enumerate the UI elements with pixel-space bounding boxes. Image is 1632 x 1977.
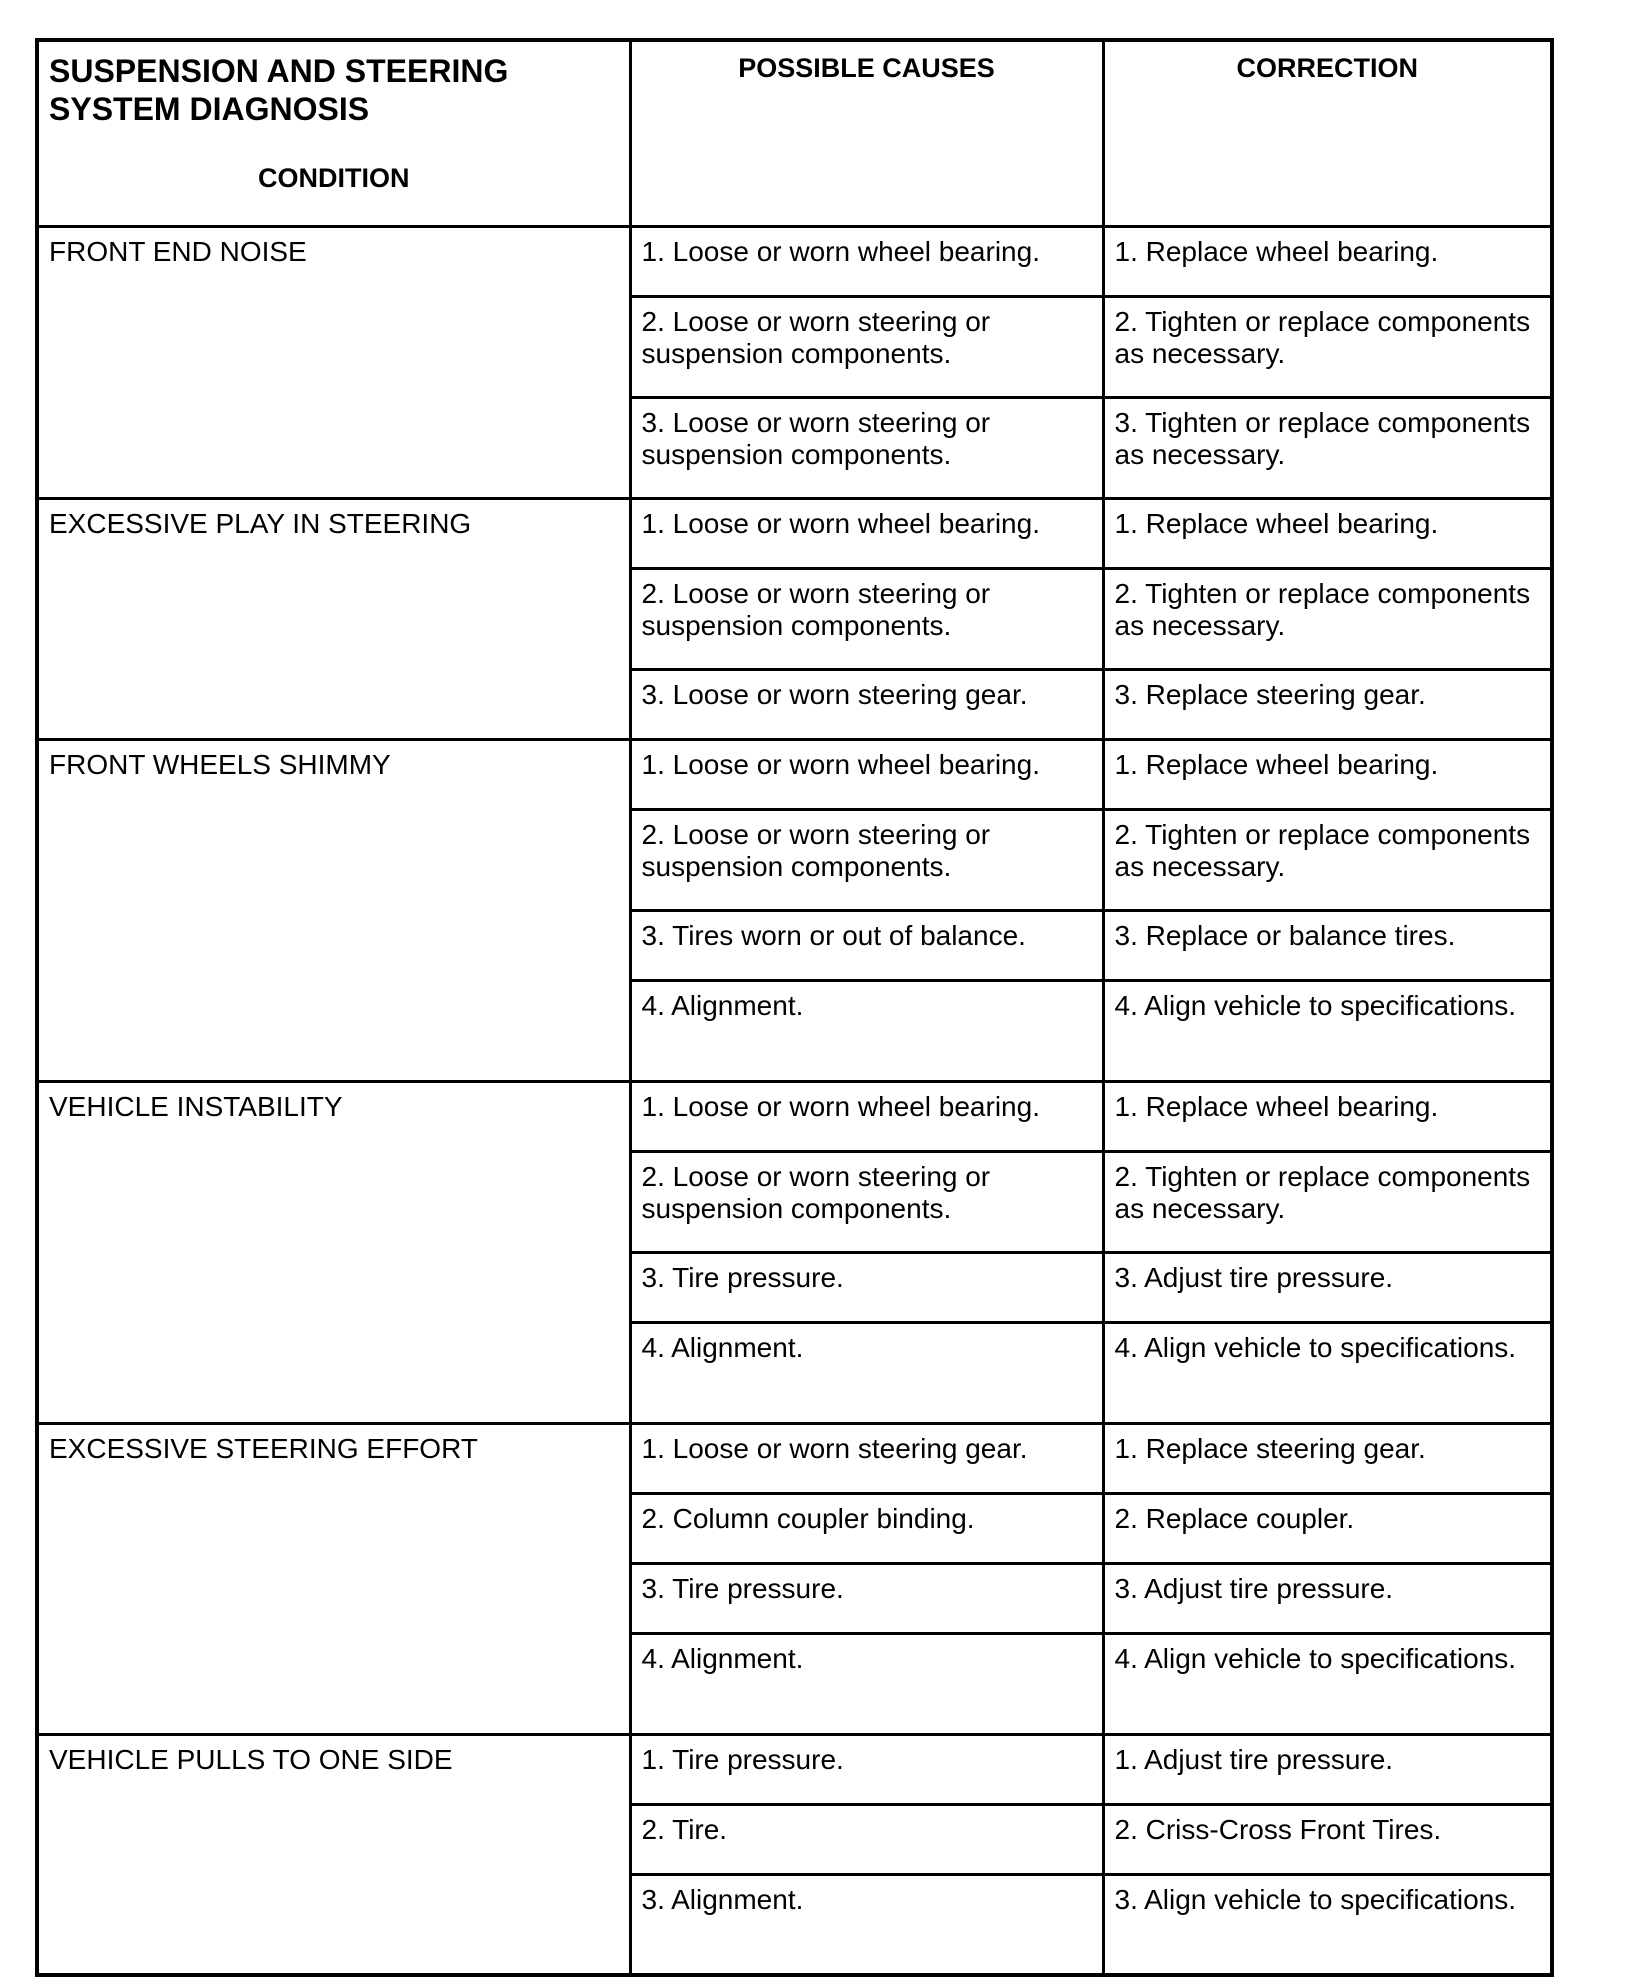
possible-cause-cell xyxy=(630,1563,1103,1633)
correction-cell xyxy=(1103,1804,1552,1874)
correction-cell xyxy=(1103,809,1552,910)
table-row xyxy=(37,739,1552,809)
correction-cell xyxy=(1103,498,1552,568)
possible-cause-cell xyxy=(630,739,1103,809)
diagnosis-table-body xyxy=(37,40,1552,1975)
possible-cause-cell xyxy=(630,1151,1103,1252)
correction-text: 3. Replace or balance tires. xyxy=(1114,919,1456,951)
possible-causes-column-header: POSSIBLE CAUSES xyxy=(738,53,995,83)
table-row xyxy=(37,1423,1552,1493)
correction-text: 4. Align vehicle to specifications. xyxy=(1114,989,1517,1021)
possible-cause-cell xyxy=(630,226,1103,296)
correction-cell xyxy=(1103,739,1552,809)
correction-text: 3. Tighten or replace components as necessary. xyxy=(1114,406,1531,470)
possible-cause-text: 1. Loose or worn wheel bearing. xyxy=(641,235,1040,267)
condition-cell xyxy=(37,1423,630,1734)
table-title: SUSPENSION AND STEERING SYSTEM DIAGNOSIS xyxy=(49,53,509,127)
correction-cell xyxy=(1103,1423,1552,1493)
possible-cause-text: 2. Tire. xyxy=(641,1813,728,1845)
header-causes-cell xyxy=(630,40,1103,226)
correction-cell xyxy=(1103,910,1552,980)
correction-text: 3. Adjust tire pressure. xyxy=(1114,1261,1394,1293)
correction-cell xyxy=(1103,669,1552,739)
possible-cause-cell xyxy=(630,397,1103,498)
possible-cause-cell xyxy=(630,1081,1103,1151)
correction-text: 2. Criss-Cross Front Tires. xyxy=(1114,1813,1442,1845)
condition-cell xyxy=(37,1734,630,1975)
table-row xyxy=(37,226,1552,296)
possible-cause-cell xyxy=(630,1252,1103,1322)
condition-column-header: CONDITION xyxy=(258,163,410,193)
possible-cause-text: 3. Alignment. xyxy=(641,1883,804,1915)
correction-cell xyxy=(1103,1563,1552,1633)
possible-cause-text: 4. Alignment. xyxy=(641,989,804,1021)
possible-cause-text: 1. Tire pressure. xyxy=(641,1743,844,1775)
condition-label: VEHICLE INSTABILITY xyxy=(49,1090,343,1122)
condition-label: FRONT WHEELS SHIMMY xyxy=(49,748,391,780)
correction-cell xyxy=(1103,1734,1552,1804)
correction-text: 4. Align vehicle to specifications. xyxy=(1114,1331,1517,1363)
correction-cell xyxy=(1103,1633,1552,1734)
possible-cause-text: 3. Tire pressure. xyxy=(641,1261,844,1293)
correction-text: 2. Tighten or replace components as necessary. xyxy=(1114,577,1531,641)
possible-cause-cell xyxy=(630,1322,1103,1423)
possible-cause-cell xyxy=(630,1804,1103,1874)
correction-text: 4. Align vehicle to specifications. xyxy=(1114,1642,1517,1674)
possible-cause-cell xyxy=(630,980,1103,1081)
possible-cause-text: 1. Loose or worn wheel bearing. xyxy=(641,507,1040,539)
possible-cause-text: 4. Alignment. xyxy=(641,1331,804,1363)
possible-cause-cell xyxy=(630,1423,1103,1493)
possible-cause-cell xyxy=(630,1633,1103,1734)
header-row xyxy=(37,40,1552,226)
table-row xyxy=(37,1734,1552,1804)
correction-text: 3. Align vehicle to specifications. xyxy=(1114,1883,1517,1915)
possible-cause-text: 2. Loose or worn steering or suspension components. xyxy=(641,577,991,641)
possible-cause-text: 2. Loose or worn steering or suspension components. xyxy=(641,1160,991,1224)
correction-cell xyxy=(1103,1322,1552,1423)
condition-cell xyxy=(37,498,630,739)
possible-cause-cell xyxy=(630,498,1103,568)
table-row xyxy=(37,1081,1552,1151)
correction-cell xyxy=(1103,1252,1552,1322)
condition-cell xyxy=(37,1081,630,1423)
condition-label: VEHICLE PULLS TO ONE SIDE xyxy=(49,1743,453,1775)
correction-cell xyxy=(1103,980,1552,1081)
correction-cell xyxy=(1103,1081,1552,1151)
possible-cause-text: 3. Loose or worn steering or suspension components. xyxy=(641,406,991,470)
possible-cause-text: 1. Loose or worn wheel bearing. xyxy=(641,1090,1040,1122)
table-row xyxy=(37,498,1552,568)
correction-cell xyxy=(1103,1151,1552,1252)
correction-text: 1. Replace wheel bearing. xyxy=(1114,507,1439,539)
possible-cause-text: 4. Alignment. xyxy=(641,1642,804,1674)
possible-cause-text: 3. Tires worn or out of balance. xyxy=(641,919,1026,951)
possible-cause-cell xyxy=(630,1734,1103,1804)
correction-text: 3. Replace steering gear. xyxy=(1114,678,1426,710)
possible-cause-text: 1. Loose or worn wheel bearing. xyxy=(641,748,1040,780)
correction-cell xyxy=(1103,226,1552,296)
possible-cause-cell xyxy=(630,809,1103,910)
correction-cell xyxy=(1103,1493,1552,1563)
correction-text: 2. Tighten or replace components as necessary. xyxy=(1114,1160,1531,1224)
possible-cause-cell xyxy=(630,669,1103,739)
header-condition-cell xyxy=(37,40,630,226)
correction-text: 3. Adjust tire pressure. xyxy=(1114,1572,1394,1604)
correction-text: 2. Tighten or replace components as necessary. xyxy=(1114,305,1531,369)
correction-text: 1. Replace steering gear. xyxy=(1114,1432,1426,1464)
correction-cell xyxy=(1103,568,1552,669)
possible-cause-text: 3. Loose or worn steering gear. xyxy=(641,678,1028,710)
correction-text: 2. Replace coupler. xyxy=(1114,1502,1355,1534)
correction-text: 1. Replace wheel bearing. xyxy=(1114,1090,1439,1122)
possible-cause-cell xyxy=(630,568,1103,669)
possible-cause-text: 2. Loose or worn steering or suspension components. xyxy=(641,818,991,882)
possible-cause-cell xyxy=(630,1493,1103,1563)
correction-column-header: CORRECTION xyxy=(1236,53,1418,83)
possible-cause-text: 2. Column coupler binding. xyxy=(641,1502,975,1534)
possible-cause-cell xyxy=(630,910,1103,980)
possible-cause-cell xyxy=(630,296,1103,397)
condition-cell xyxy=(37,226,630,498)
header-correction-cell xyxy=(1103,40,1552,226)
correction-cell xyxy=(1103,397,1552,498)
correction-text: 1. Replace wheel bearing. xyxy=(1114,235,1439,267)
condition-cell xyxy=(37,739,630,1081)
condition-label: EXCESSIVE PLAY IN STEERING xyxy=(49,507,472,539)
correction-text: 1. Adjust tire pressure. xyxy=(1114,1743,1394,1775)
condition-label: EXCESSIVE STEERING EFFORT xyxy=(49,1432,478,1464)
correction-cell xyxy=(1103,296,1552,397)
correction-text: 2. Tighten or replace components as necessary. xyxy=(1114,818,1531,882)
condition-label: FRONT END NOISE xyxy=(49,235,307,267)
possible-cause-text: 2. Loose or worn steering or suspension components. xyxy=(641,305,991,369)
correction-text: 1. Replace wheel bearing. xyxy=(1114,748,1439,780)
possible-cause-text: 1. Loose or worn steering gear. xyxy=(641,1432,1028,1464)
possible-cause-text: 3. Tire pressure. xyxy=(641,1572,844,1604)
diagnosis-table xyxy=(35,38,1554,1977)
